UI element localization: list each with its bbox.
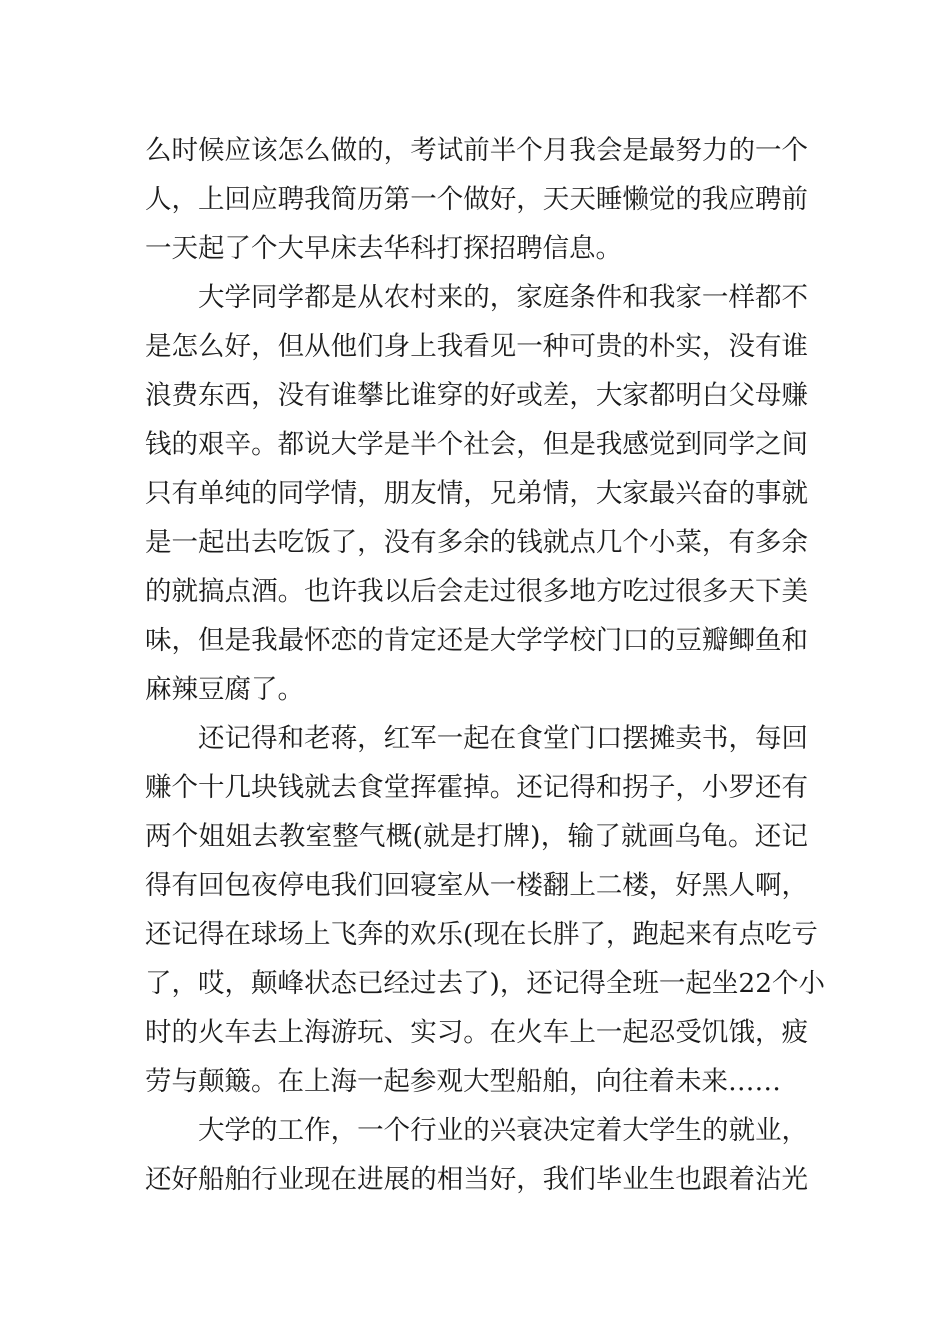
text-line: 浪费东西，没有谁攀比谁穿的好或差，大家都明白父母赚 xyxy=(145,380,808,411)
text-line: 还好船舶行业现在进展的相当好，我们毕业生也跟着沾光 xyxy=(145,1164,808,1195)
text-line: 大学的工作，一个行业的兴衰决定着大学生的就业， xyxy=(198,1115,808,1146)
paragraph-3 xyxy=(145,714,826,1106)
paragraph-1 xyxy=(145,126,808,273)
text-line: 只有单纯的同学情，朋友情，兄弟情，大家最兴奋的事就 xyxy=(145,478,808,509)
text-line: 味，但是我最怀恋的肯定还是大学学校门口的豆瓣鲫鱼和 xyxy=(145,625,808,656)
text-line: 一天起了个大早床去华科打探招聘信息。 xyxy=(145,233,622,264)
text-line: 钱的艰辛。都说大学是半个社会，但是我感觉到同学之间 xyxy=(145,429,808,460)
document-body xyxy=(145,126,826,1204)
text-line: 时的火车去上海游玩、实习。在火车上一起忍受饥饿，疲 xyxy=(145,1017,808,1048)
text-line: 人，上回应聘我简历第一个做好，天天睡懒觉的我应聘前 xyxy=(145,184,808,215)
paragraph-2 xyxy=(145,273,808,714)
text-line: 是怎么好，但从他们身上我看见一种可贵的朴实，没有谁 xyxy=(145,331,808,362)
text-line: 还记得和老蒋，红军一起在食堂门口摆摊卖书，每回 xyxy=(198,723,808,754)
text-line: 两个姐姐去教室整气概(就是打牌)，输了就画乌龟。还记 xyxy=(145,821,808,852)
text-line: 了，哎，颠峰状态已经过去了)，还记得全班一起坐22个小 xyxy=(145,968,826,999)
text-line: 麻辣豆腐了。 xyxy=(145,674,304,705)
text-line: 是一起出去吃饭了，没有多余的钱就点几个小菜，有多余 xyxy=(145,527,808,558)
paragraph-4 xyxy=(145,1106,808,1204)
text-line: 么时候应该怎么做的，考试前半个月我会是最努力的一个 xyxy=(145,135,808,166)
text-line: 的就搞点酒。也许我以后会走过很多地方吃过很多天下美 xyxy=(145,576,808,607)
text-line: 劳与颠簸。在上海一起参观大型船舶，向往着未来…… xyxy=(145,1066,781,1097)
text-line: 大学同学都是从农村来的，家庭条件和我家一样都不 xyxy=(198,282,808,313)
text-line: 还记得在球场上飞奔的欢乐(现在长胖了，跑起来有点吃亏 xyxy=(145,919,818,950)
text-line: 赚个十几块钱就去食堂挥霍掉。还记得和拐子，小罗还有 xyxy=(145,772,808,803)
text-line: 得有回包夜停电我们回寝室从一楼翻上二楼，好黑人啊， xyxy=(145,870,808,901)
